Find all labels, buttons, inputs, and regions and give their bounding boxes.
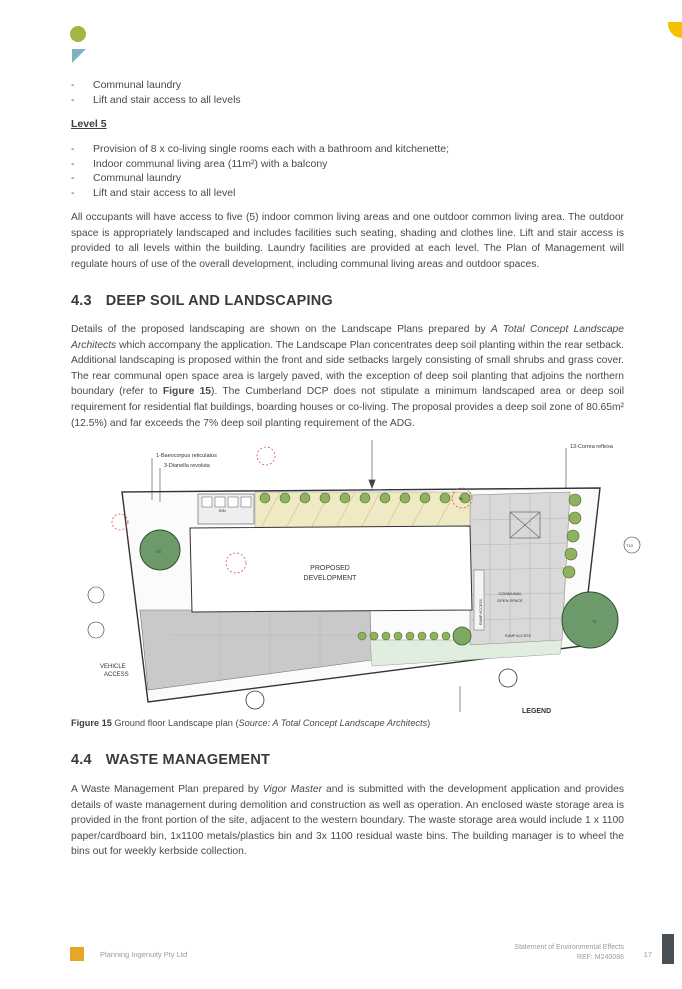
text-run: which accompany the application. The Landscape Plan concentrates deep soil planting within the rear setback. Additional landscaping is proposed within the front and side setbacks largely consisting of small shrubs and grass cover. The rear communal open space area is largely paved, with the exception of deep soil planting that adjoins the northern boundary (refer to	[71, 339, 624, 398]
list-item: - Communal laundry	[71, 171, 631, 186]
text-run: Details of the proposed landscaping are shown on the Landscape Plans prepared by	[71, 324, 491, 335]
vehicle-access-label-2: ACCESS	[104, 672, 129, 678]
ramp-label-2: RAMP ACCESS	[479, 599, 483, 625]
legend-label: LEGEND	[522, 708, 552, 715]
list-item: - Lift and stair access to all levels	[71, 93, 631, 108]
bin-label: BIN	[219, 508, 226, 513]
section-4-3-heading	[71, 293, 333, 309]
waste-paragraph	[71, 782, 624, 860]
vehicle-access-label: VEHICLE	[100, 664, 126, 670]
landscaping-paragraph	[71, 322, 624, 431]
development-label: PROPOSED	[310, 565, 350, 572]
list-item: - Lift and stair access to all level	[71, 186, 631, 201]
corner-accent	[668, 22, 682, 38]
logo-circle-mark	[70, 26, 86, 42]
figure-caption	[71, 718, 430, 728]
text-run: )	[427, 718, 431, 728]
landscape-plan-image	[70, 440, 633, 716]
tree-label-t8: T8	[458, 496, 463, 501]
plant-label-2: 3-Dianella revoluta	[164, 463, 210, 469]
occupants-paragraph: All occupants will have access to five (5) indoor common living areas and one outdoor common living area. The outdoor space is appropriately landscaped and includes facilities such seating, shading and clothes line. Lift and stair access is provided to all levels within the building. Laundry facilities are provided at each level. The Plan of Management will regulate hours of use of the overall development, including communal living areas and outdoor spaces.	[71, 212, 624, 270]
footer-accent-bar	[662, 934, 674, 964]
text-run: Source	[238, 718, 268, 728]
list-item: - Communal laundry	[71, 78, 631, 93]
ramp-label: RAMP ACCESS	[505, 634, 531, 638]
section-number: 4.4	[71, 752, 92, 768]
communal-label-2: OPEN SPACE	[497, 598, 523, 603]
list-item: - Indoor communal living area (11m²) with a balcony	[71, 157, 631, 172]
level4-bullet-list	[71, 78, 631, 107]
plant-label-3: 13-Correa reflexa	[570, 444, 613, 450]
communal-label: COMMUNAL	[498, 591, 522, 596]
section-title: WASTE MANAGEMENT	[105, 752, 271, 768]
text-run: Ground floor Landscape plan (	[111, 718, 239, 728]
section-4-4-heading	[71, 752, 270, 768]
page-number: 17	[643, 950, 652, 959]
architect-name: A Total Concept Landscape Architects	[71, 324, 625, 351]
plant-label-1: 1-Baeocorpus reticulatus	[156, 453, 217, 459]
footer-logo-square	[70, 947, 84, 961]
text-run: ). The Cumberland DCP does not stipulate a minimum landscaped area or deep soil requirement for residential flat buildings, boarding houses or co-living. The proposal provides a deep soil zone of 80.65m² (12.5%) and far exceeds the 7% deep soil planting requirement of the ADG.	[71, 386, 624, 429]
section-number: 4.3	[71, 293, 92, 309]
text-run: and is submitted with the development application and provides details of waste management during demolition and construction as well as operation. An enclosed waste storage area is provided in the front portion of the site, adjacent to the western boundary. The waste storage area would include 1 x 1100 paper/cardboard bin, 1x1100 metals/plastics bin and 3x 1100 residual waste bins. The building manager is to wheel the bins out for weekly kerbside collection.	[71, 784, 624, 858]
figure-reference: Figure 15	[162, 386, 212, 398]
level5-heading: Level 5	[71, 118, 107, 130]
section-title: DEEP SOIL AND LANDSCAPING	[105, 293, 333, 309]
tree-label-t1: T1	[592, 619, 597, 624]
level5-bullet-list	[71, 142, 631, 200]
list-item: - Provision of 8 x co-living single rooms each with a bathroom and kitchenette;	[71, 142, 631, 157]
footer-document-info	[514, 943, 624, 963]
footer-ref: REF: M240086	[576, 954, 624, 961]
footer-doc-title: Statement of Environmental Effects	[514, 944, 624, 951]
text-run: A Waste Management Plan prepared by	[71, 784, 263, 795]
footer-company: Planning Ingenuity Pty Ltd	[100, 950, 188, 959]
waste-consultant-name: Vigor Master	[262, 784, 323, 795]
development-label-2: DEVELOPMENT	[303, 575, 357, 582]
tree-label-t10: T10	[626, 543, 633, 548]
logo-triangle-mark	[72, 49, 86, 63]
tree-label-t5: T5	[156, 549, 161, 554]
figure-label: Figure 15	[71, 718, 112, 728]
text-run: : A Total Concept Landscape Architects	[267, 718, 428, 728]
